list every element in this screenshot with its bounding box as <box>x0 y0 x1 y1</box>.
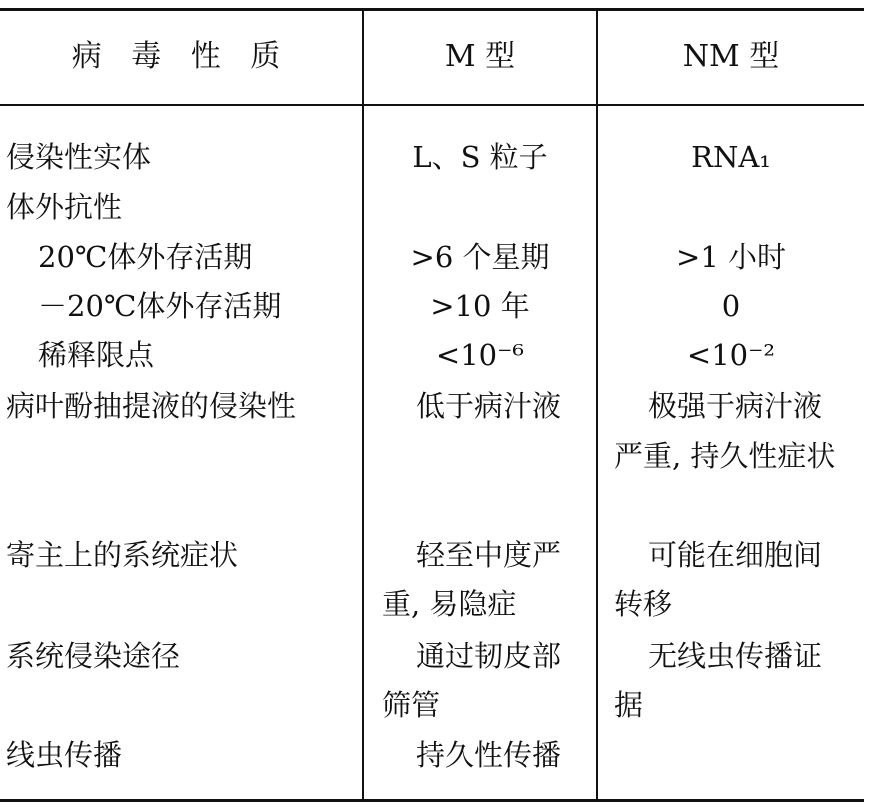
cell-m-type: >6 个星期 <box>410 240 550 274</box>
cell-property: 体外抗性 <box>6 190 123 224</box>
cell-property: 系统侵染途径 <box>6 639 181 673</box>
header-nm-type: NM 型 <box>682 39 780 74</box>
table-header-rule <box>0 104 864 106</box>
cell-nm-type: >1 小时 <box>676 240 786 274</box>
table-top-rule <box>0 8 864 11</box>
table-row <box>0 731 864 780</box>
cell-nm-type: 无线虫传播证据 <box>614 639 823 722</box>
cell-nm-type: 0 <box>721 289 741 323</box>
table-row <box>0 233 864 282</box>
cell-nm-type: RNA₁ <box>691 140 771 174</box>
table-row <box>0 382 864 431</box>
cell-property: 侵染性实体 <box>6 140 152 174</box>
cell-nm-type: <10⁻² <box>686 338 776 372</box>
cell-property: 病叶酚抽提液的侵染性 <box>6 389 297 423</box>
cell-property: 寄主上的系统症状 <box>6 538 239 572</box>
cell-property: 线虫传播 <box>6 738 123 772</box>
table-row <box>0 531 864 629</box>
cell-m-type: 通过韧皮部筛管 <box>382 639 562 722</box>
table-row <box>0 432 864 530</box>
cell-property: 20℃体外存活期 <box>38 240 253 274</box>
table-bottom-rule <box>0 799 864 802</box>
table-row <box>0 282 864 331</box>
table-row <box>0 183 864 232</box>
cell-m-type: >10 年 <box>430 289 530 323</box>
header-m-type: M 型 <box>444 39 516 74</box>
table-row <box>0 133 864 182</box>
cell-m-type: <10⁻⁶ <box>435 338 525 372</box>
cell-nm-type: 严重, 持久性症状 <box>614 439 836 473</box>
cell-m-type: 持久性传播 <box>416 738 562 772</box>
table-row <box>0 331 864 380</box>
table-row <box>0 632 864 730</box>
cell-nm-type: 极强于病汁液 <box>648 389 823 423</box>
header-virus-property: 病 毒 性 质 <box>71 39 291 74</box>
cell-m-type: 低于病汁液 <box>416 389 562 423</box>
cell-nm-type: 可能在细胞间转移 <box>614 538 823 621</box>
cell-property: 稀释限点 <box>38 338 155 372</box>
cell-m-type: 轻至中度严重, 易隐症 <box>382 538 562 621</box>
cell-property: －20℃体外存活期 <box>38 289 282 323</box>
cell-m-type: L、S 粒子 <box>412 140 548 174</box>
